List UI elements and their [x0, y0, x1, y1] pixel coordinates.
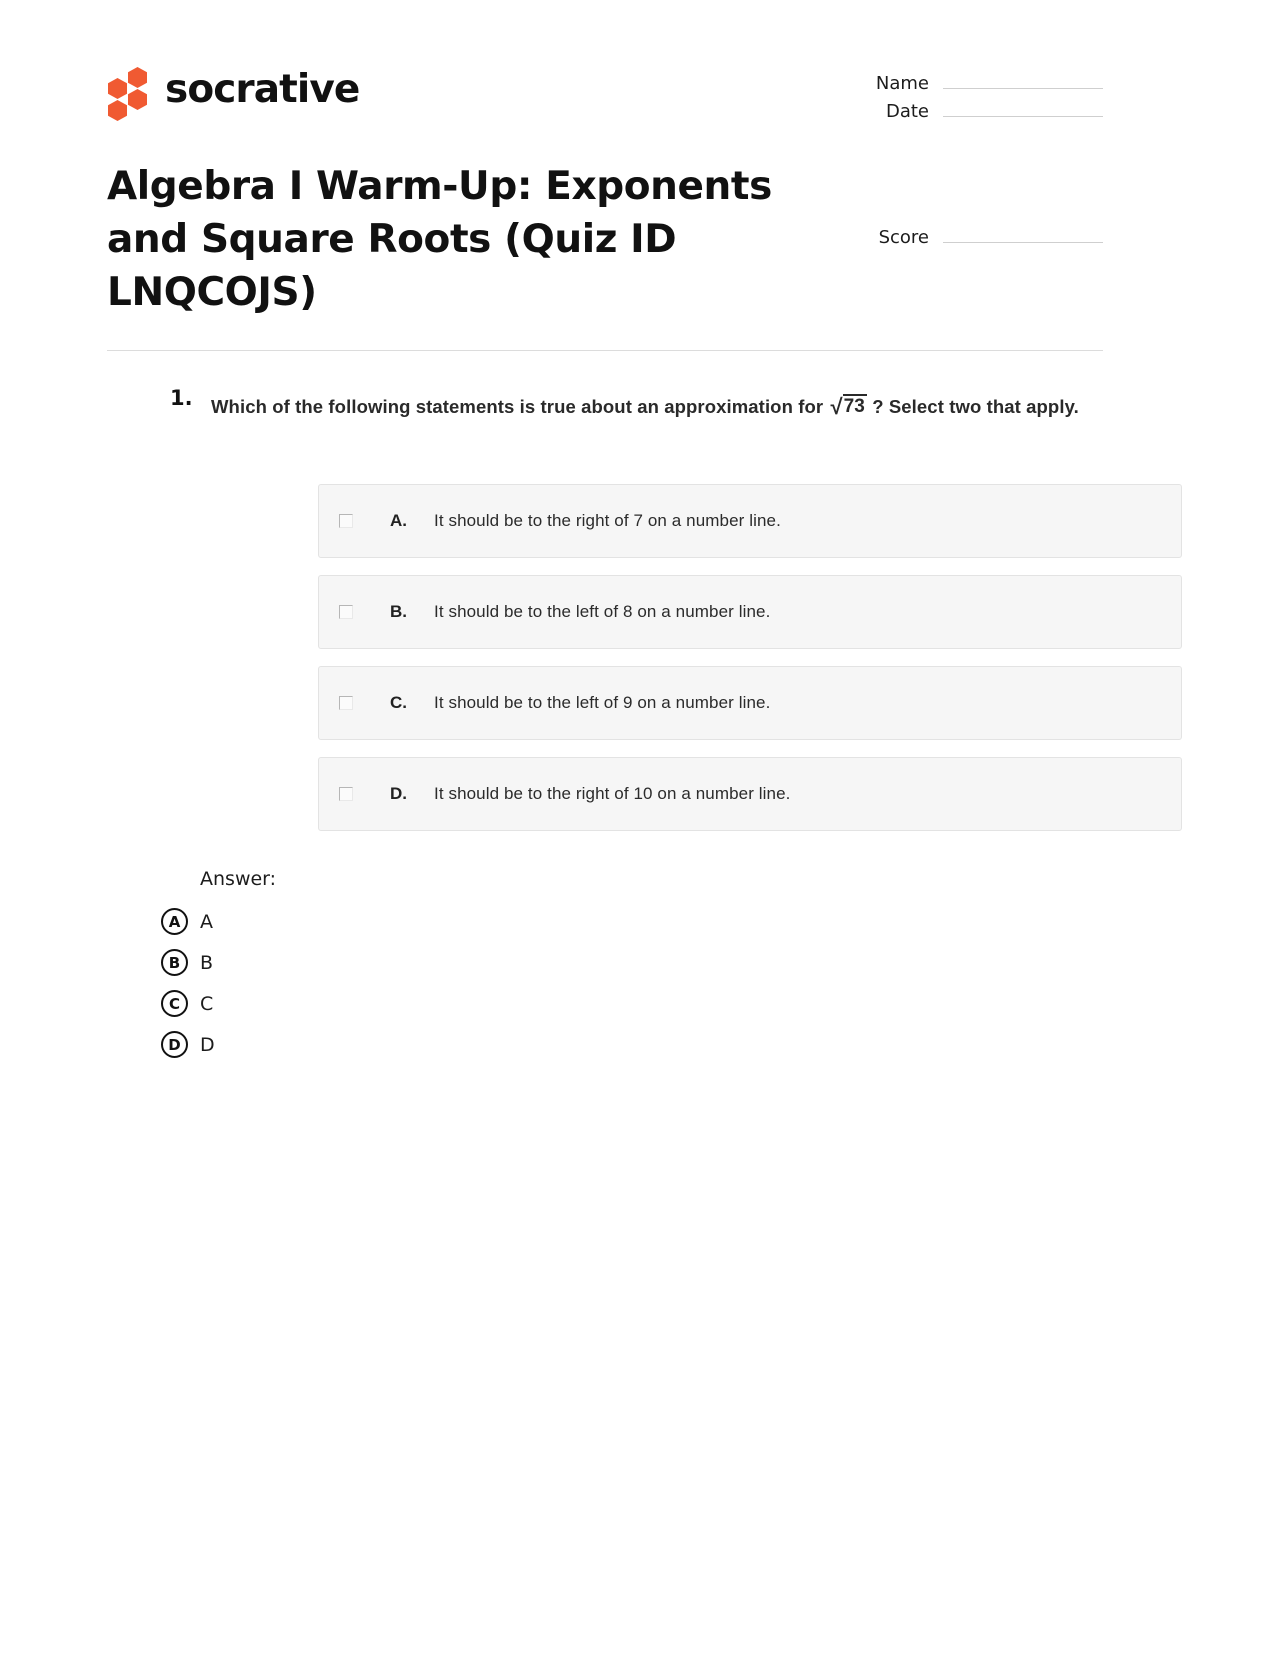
answer-choice-label: A: [200, 910, 213, 933]
answer-section: [107, 868, 607, 1065]
answer-choice-d[interactable]: [107, 1024, 607, 1065]
student-info-fields: [773, 72, 1103, 128]
date-label: Date: [885, 101, 929, 122]
option-row-b[interactable]: [318, 575, 1182, 649]
option-text: It should be to the left of 8 on a number line.: [434, 602, 771, 621]
option-letter: A.: [390, 511, 407, 530]
option-text: It should be to the left of 9 on a number line.: [434, 693, 771, 712]
option-letter: D.: [390, 784, 407, 803]
question-text: [211, 392, 1081, 423]
option-row-a[interactable]: [318, 484, 1182, 558]
page-title: Algebra I Warm-Up: Exponents and Square Roots (Quiz ID LNQCOJS): [107, 164, 772, 315]
answer-options-list: [318, 484, 1182, 848]
option-text: It should be to the right of 10 on a number line.: [434, 784, 791, 803]
checkbox-icon[interactable]: [339, 696, 353, 710]
option-letter: C.: [390, 693, 407, 712]
answer-bubble-icon[interactable]: C: [161, 990, 188, 1017]
answer-label: Answer:: [200, 868, 277, 890]
hexagon-icon: [108, 78, 127, 99]
answer-choice-label: C: [200, 992, 214, 1015]
square-root-expression: [828, 392, 867, 423]
answer-bubble-icon[interactable]: A: [161, 908, 188, 935]
answer-bubble-icon[interactable]: B: [161, 949, 188, 976]
answer-choice-label: D: [200, 1033, 215, 1056]
date-input-line[interactable]: [943, 100, 1103, 117]
question-text-tail: ? Select two that apply.: [866, 396, 1079, 417]
answer-choice-a[interactable]: [107, 901, 607, 942]
radicand-value: 73: [843, 396, 865, 417]
option-row-d[interactable]: [318, 757, 1182, 831]
logo-wordmark: socrative: [165, 66, 360, 112]
checkbox-icon[interactable]: [339, 514, 353, 528]
checkbox-icon[interactable]: [339, 787, 353, 801]
score-field-row: [773, 226, 1103, 248]
score-input-line[interactable]: [943, 226, 1103, 243]
hexagon-icon: [128, 89, 147, 110]
name-input-line[interactable]: [943, 72, 1103, 89]
name-label: Name: [875, 73, 929, 94]
socrative-logo: [107, 66, 359, 112]
answer-choice-c[interactable]: [107, 983, 607, 1024]
name-field-row: [773, 72, 1103, 94]
date-field-row: [773, 100, 1103, 122]
option-text: It should be to the right of 7 on a number line.: [434, 511, 781, 530]
option-letter: B.: [390, 602, 407, 621]
socrative-hexagon-logo-icon: [107, 66, 153, 112]
answer-bubble-icon[interactable]: D: [161, 1031, 188, 1058]
option-row-c[interactable]: [318, 666, 1182, 740]
question-number: 1.: [170, 386, 193, 410]
hexagon-icon: [128, 67, 147, 88]
question-text-lead: Which of the following statements is true about an approximation for: [211, 396, 829, 417]
header-divider: [107, 350, 1103, 351]
radical-sign-icon: √: [830, 394, 843, 419]
answer-choice-b[interactable]: [107, 942, 607, 983]
hexagon-icon: [108, 100, 127, 121]
checkbox-icon[interactable]: [339, 605, 353, 619]
answer-choice-label: B: [200, 951, 214, 974]
answer-bubble-list: [107, 901, 607, 1065]
score-label: Score: [878, 227, 929, 248]
